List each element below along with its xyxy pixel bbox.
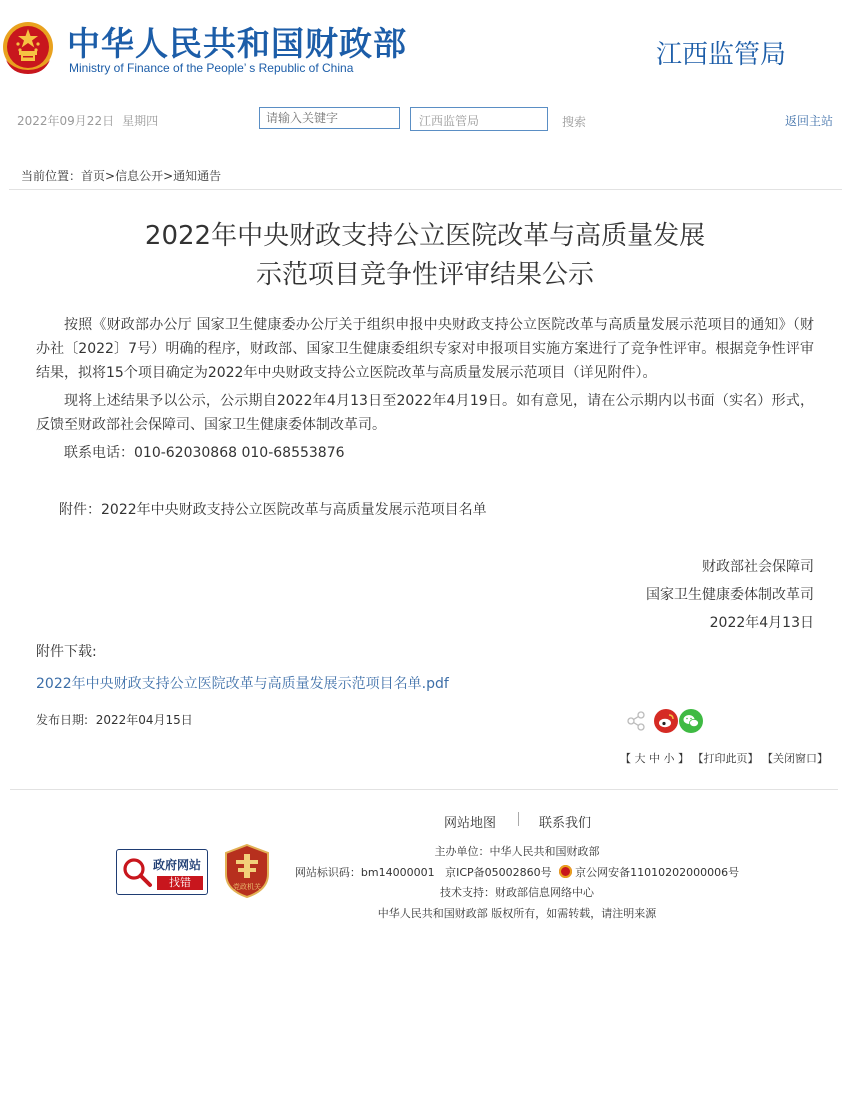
footer-tech-support: 技术支持：财政部信息网络中心 (440, 886, 594, 899)
weekday-text: 星期四 (122, 114, 159, 128)
wechat-icon[interactable] (679, 709, 703, 733)
footer-site-id: 网站标识码：bm14000001 (294, 866, 435, 879)
footer-registration (0, 864, 850, 880)
site-title: 中华人民共和国财政部 (67, 24, 407, 63)
seal-badge-label: 党政机关 (233, 883, 261, 891)
gov-badge-title: 政府网站 (153, 858, 202, 872)
breadcrumb-separator: > (105, 169, 116, 183)
bureau-name: 江西监管局 (656, 40, 787, 70)
footer-separator (518, 812, 519, 826)
font-large-button[interactable]: 大 (634, 752, 646, 765)
publish-date (36, 711, 193, 728)
breadcrumb-separator: > (163, 169, 174, 183)
close-window-button[interactable]: 【关闭窗口】 (762, 752, 828, 765)
article-paragraph-2: 现将上述结果予以公示，公示期自2022年4月13日至2022年4月19日。如有意见，请在公示期内以书面（实名）形式，反馈至财政部社会保障司、国家卫生健康委体制改革司。 (36, 393, 814, 433)
footer-police-record[interactable]: 京公网安备11010202000006号 (575, 866, 740, 879)
download-label: 附件下载: (36, 644, 97, 660)
site-title-english: Ministry of Finance of the People’ s Republic of China (69, 61, 354, 75)
article-title-line-2: 示范项目竞争性评审结果公示 (255, 260, 594, 290)
share-icon[interactable] (625, 709, 649, 733)
publish-date-value: 2022年04月15日 (95, 713, 193, 727)
divider (9, 189, 842, 190)
footer-sitemap-link[interactable]: 网站地图 (444, 816, 497, 831)
breadcrumb-prefix: 当前位置： (21, 169, 82, 183)
attachment-download-link[interactable]: 2022年中央财政支持公立医院改革与高质量发展示范项目名单.pdf (36, 676, 449, 692)
signature-dept-1: 财政部社会保障司 (702, 559, 814, 575)
weibo-icon[interactable] (654, 709, 678, 733)
breadcrumb-info-public[interactable]: 信息公开 (115, 169, 164, 183)
return-home-link[interactable]: 返回主站 (785, 114, 834, 128)
breadcrumb-home[interactable]: 首页 (81, 169, 106, 183)
font-size-bracket: 【 (620, 752, 631, 765)
footer-icp[interactable]: 京ICP备05002860号 (445, 866, 552, 879)
contact-phone: 联系电话：010-62030868 010-68553876 (64, 445, 345, 461)
search-scope-field[interactable]: 江西监管局 (410, 107, 548, 131)
divider (10, 789, 838, 790)
police-badge-icon (559, 865, 572, 878)
footer-copyright: 中华人民共和国财政部 版权所有，如需转载，请注明来源 (377, 907, 657, 920)
page-tools (620, 750, 828, 766)
national-emblem-icon (2, 20, 54, 78)
signature-date: 2022年4月13日 (709, 615, 814, 631)
publish-label: 发布日期: (36, 713, 89, 727)
date-text: 2022年09月22日 (17, 114, 115, 128)
signature-dept-2: 国家卫生健康委体制改革司 (646, 587, 814, 603)
article-paragraph-1: 按照《财政部办公厅 国家卫生健康委办公厅关于组织申报中央财政支持公立医院改革与高质量发展示范项目的通知》（财办社〔2022〕7号）明确的程序，财政部、国家卫生健康委组织专家对申报项目实施方案进行了竞争性评审。根据竞争性评审结果，拟将15个项目确定为2022年中央财政支持公立医院改革与高质量发展示范项目（详见附件）。 (36, 317, 814, 381)
search-button[interactable]: 搜索 (562, 115, 587, 129)
gov-badge-subtitle: 找错 (157, 876, 203, 890)
footer-contact-link[interactable]: 联系我们 (539, 816, 592, 831)
font-medium-button[interactable]: 中 (649, 752, 660, 765)
breadcrumb-notices[interactable]: 通知通告 (173, 169, 222, 183)
attachment-note: 附件：2022年中央财政支持公立医院改革与高质量发展示范项目名单 (59, 502, 487, 518)
print-button[interactable]: 【打印此页】 (692, 752, 759, 765)
font-size-bracket: 】 (678, 752, 689, 765)
footer-sponsor: 主办单位：中华人民共和国财政部 (434, 845, 600, 858)
article-title-line-1: 2022年中央财政支持公立医院改革与高质量发展 (144, 221, 706, 251)
breadcrumb (21, 167, 221, 184)
search-input[interactable] (259, 107, 400, 129)
current-date (17, 112, 158, 129)
font-small-button[interactable]: 小 (663, 752, 675, 765)
